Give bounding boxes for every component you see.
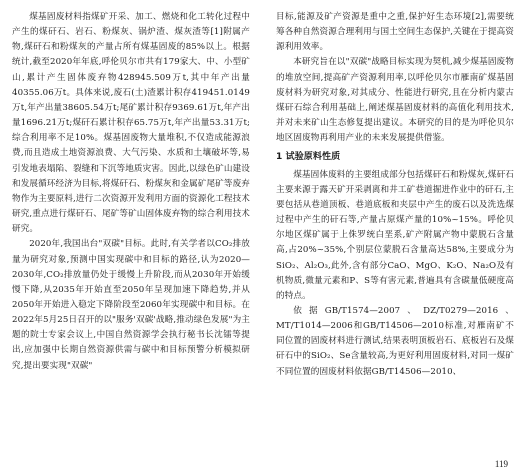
body-paragraph: 煤基固体废料的主要组成部分包括煤矸石和粉煤灰,煤矸石主要来源于露天矿开采剥离和井工矿巷道掘进作业中的矸石,主要包括从巷道顶板、巷道底板和夹层中产生的废石以及洗选煤过程中产生的矸石等,产量占原煤产量的10%~15%。呼伦贝尔地区煤矿属于上侏罗统白垩系,矿产附属产物中蒙脱石含量高,占20%~35%,个别层位蒙脱石含量高达58%,主要成分为SiO₂、Al₂O₃,此外,含有部分CaO、MgO、K₂O、Na₂O及有机物质,微量元素和P、S等有害元素,普遍具有含碳量低硬度高的特点。	[276, 169, 514, 301]
section-heading: 1 试验原料性质	[276, 152, 341, 163]
left-column	[12, 10, 250, 374]
body-paragraph: 煤基固废材料指煤矿开采、加工、燃烧和化工转化过程中产生的煤矸石、岩石、粉煤灰、锅炉渣、煤灰渣等[1]附属产物,煤矸石和粉煤灰的产量占所有煤基固废的85%以上。根据统计,截至2020年年底,呼伦贝尔市共有179家大、中、小型矿山,累计产生固体废弃物428945.509万t,其中年产出量40355.06万t。具体来说,废石(土)渣累计积存419451.0149万t,年产出量38605.54万t;尾矿累计积存9369.61万t,年产出量1696.21万t;煤矸石累计积存65.75万t,年产出量53.31万t;综合利用率不足10%。煤基固废物大量堆积,不仅造成能源浪费,而且造成土地资源浪费、大气污染、水质和土壤破坏等,易引发地表塌陷、裂缝和下沉等地质灾害。因此,以绿色矿山建设和发展循环经济为目标,将煤矸石、粉煤灰和金属矿尾矿等废弃物作为主要原料,进行二次资源开发利用方面的资源化工程技术研究,重点进行煤矸石、尾矿等矿山固体废弃物的综合利用技术研究。	[12, 12, 250, 235]
body-paragraph: 依据GB/T1574—2007、DZ/T0279—2016、MT/T1014—2006和GB/T14506—2010标准,对雁南矿不同位置的固废材料进行测试,结果表明顶板岩石、底板岩石及煤矸石中的SiO₂、Se含量较高,为更好利用固废材料,对同一煤矿不同位置的固废材料依据GB/T14506—2010、	[276, 305, 514, 377]
right-column	[276, 10, 514, 380]
body-paragraph: 目标,能源及矿产资源是重中之重,保护好生态环境[2],需要统筹各种自然资源合理利用与国土空间生态保护,关键在于提高资源利用效率。	[276, 12, 514, 53]
body-paragraph: 本研究旨在以"双碳"战略目标实现为契机,减少煤基固废物的堆放空间,提高矿产资源利用率,以呼伦贝尔市雁南矿煤基固废材料为研究对象,对其成分、性能进行研究,且在分析内蒙古煤矸石综合利用基础上,阐述煤基固废材料的高值化利用技术,并对未来矿山生态修复提出建议。本研究的目的是为呼伦贝尔地区固废物再利用产业的未来发展提供借鉴。	[276, 57, 514, 144]
body-paragraph: 2020年,我国出台"双碳"目标。此时,有关学者以CO₂排放量为研究对象,预测中国实现碳中和目标的路径,认为2020—2030年,CO₂排放量仍处于缓慢上升阶段,而从2030年开始缓慢下降,从2035年开始直至2050年呈现加速下降趋势,并从2050年开始进入稳定下降阶段至2060年实现碳中和目标。在2022年5月25日召开的以"服务'双碳'战略,推动绿色发展"为主题的院士专家会议上,中国自然资源学会执行秘书长沈镭等提出,应加强中长期自然资源供需与碳中和目标预警分析模拟研究,提出要实现"双碳"	[12, 239, 250, 371]
page-number: 119	[494, 459, 508, 469]
